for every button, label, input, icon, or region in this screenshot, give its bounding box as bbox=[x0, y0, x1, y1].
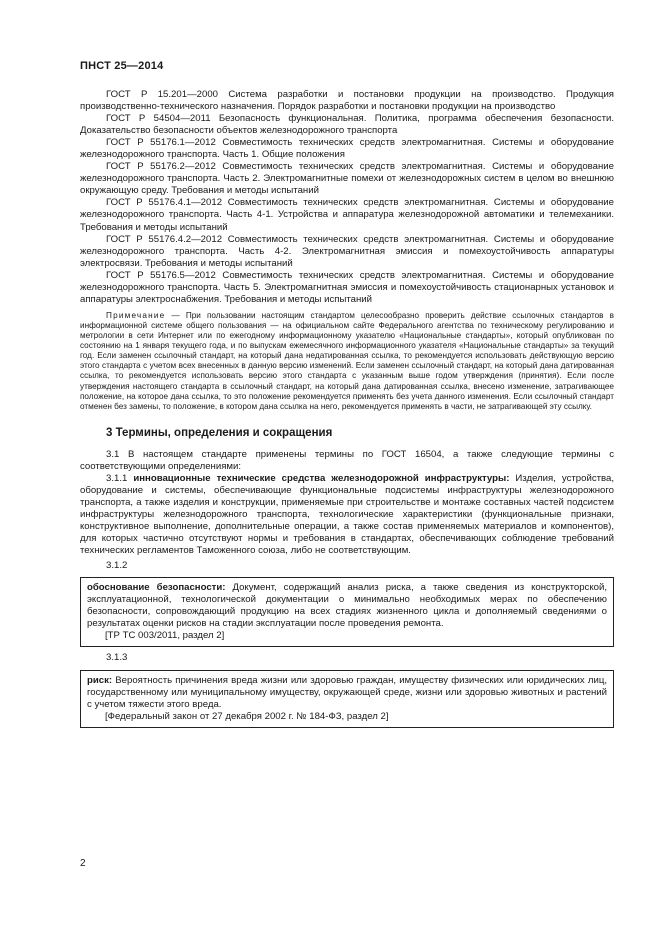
reference-item: ГОСТ Р 55176.4.2—2012 Совместимость технических средств электромагнитная. Системы и оборудование железнодорожного транспорта. Часть 4-2. Электромагнитная эмиссия и помехоустойчивость аппаратуры электросвязи. Требования и методы испытаний bbox=[80, 233, 614, 269]
term-definition: Изделия, устройства, оборудование и системы, обеспечивающие функциональные подсистемы инфраструктуры железнодорожного транспорта, а также изделия и конструкции, применяемые при строительстве и монтаже составных частей подсистем инфраструктуры железнодорожного транспорта, технологические характеристики (функциональные признаки, конструктивное выполнение, дополнительные операции, а также состав применяемых материалов и компонентов), для которых частично отсутствуют нормы и требования в стандартах, обеспечивающих соблюдение требований технических регламентов Таможенного союза, либо не соответствующим. bbox=[80, 472, 614, 557]
reference-item: ГОСТ Р 55176.2—2012 Совместимость технических средств электромагнитная. Системы и оборудование железнодорожного транспорта. Часть 2. Электромагнитные помехи от железнодорожных систем в целом во внешнюю окружающую среду. Требования и методы испытаний bbox=[80, 161, 614, 197]
page-number: 2 bbox=[80, 858, 86, 869]
note-text: — При пользовании настоящим стандартом целесообразно проверить действие ссылочных стандартов в информационной системе общего пользования — на официальном сайте Федерального агентства по техническому регулированию и метрологии в сети Интернет или по ежегодному информационному указателю «Национальные стандарты», который опубликован по состоянию на 1 января текущего года, и по выпускам ежемесячного информационного указателя «Национальные стандарты» за текущий год. Если заменен ссылочный стандарт, на который дана недатированная ссылка, то рекомендуется использовать действующую версию этого стандарта с учетом всех внесенных в данную версию изменений. Если заменен ссылочный стандарт, на который дана датированная ссылка, то рекомендуется использовать версию этого стандарта с указанным выше годом утверждения (принятия). Если после утверждения настоящего стандарта в ссылочный стандарт, на который дана датированная ссылка, внесено изменение, затрагивающее положение, на которое дана ссылка, то это положение рекомендуется применять без учета данного изменения. Если ссылочный стандарт отменен без замены, то положение, в котором дана ссылка на него, рекомендуется применять в части, не затрагивающей эту ссылку. bbox=[80, 310, 614, 411]
note-block bbox=[80, 311, 614, 412]
reference-item: ГОСТ Р 54504—2011 Безопасность функциональная. Политика, программа обеспечения безопасности. Доказательство безопасности объектов железнодорожного транспорта bbox=[80, 113, 614, 137]
term-number-3-1-2: 3.1.2 bbox=[106, 560, 128, 572]
reference-item: ГОСТ Р 55176.4.1—2012 Совместимость технических средств электромагнитная. Системы и оборудование железнодорожного транспорта. Часть 4-1. Устройства и аппаратура железнодорожной автоматики и телемеханики. Требования и методы испытаний bbox=[80, 197, 614, 233]
note-paragraph bbox=[80, 311, 614, 412]
term-3-1-3 bbox=[87, 675, 607, 711]
reference-item: ГОСТ Р 55176.1—2012 Совместимость технических средств электромагнитная. Системы и оборудование железнодорожного транспорта. Часть 1. Общие положения bbox=[80, 137, 614, 161]
term-box-3-1-3 bbox=[80, 670, 614, 728]
section-title: 3 Термины, определения и сокращения bbox=[106, 426, 333, 439]
term-definition: Вероятность причинения вреда жизни или здоровью граждан, имуществу физических или юридических лиц, государственному или муниципальному имуществу, окружающей среде, жизни или здоровью животных и растений с учетом тяжести этого вреда. bbox=[87, 674, 607, 710]
page-body bbox=[80, 89, 614, 733]
note-label: Примечание bbox=[106, 310, 166, 320]
clause-3-1: 3.1 В настоящем стандарте применены термины по ГОСТ 16504, а также следующие термины с соответствующими определениями: bbox=[80, 448, 614, 472]
term-name: обоснование безопасности: bbox=[87, 582, 226, 594]
term-name: риск: bbox=[87, 674, 113, 686]
term-definition: Документ, содержащий анализ риска, а также сведения из конструкторской, эксплуатационной, технологической документации о минимально необходимых мерах по обеспечению безопасности, сопровождающий продукцию на всех стадиях жизненного цикла и дополняемый сведениями о результатах оценки рисков на стадии эксплуатации после проведения ремонта. bbox=[87, 582, 607, 630]
document-code-header: ПНСТ 25—2014 bbox=[80, 60, 164, 72]
term-number-3-1-3: 3.1.3 bbox=[106, 652, 128, 664]
term-number: 3.1.1 bbox=[106, 472, 134, 484]
term-3-1-1 bbox=[80, 473, 614, 557]
reference-item: ГОСТ Р 15.201—2000 Система разработки и постановки продукции на производство. Продукция производственно-технического назначения. Порядок разработки и постановки продукции на производство bbox=[80, 89, 614, 113]
term-3-1-2 bbox=[87, 582, 607, 630]
reference-item: ГОСТ Р 55176.5—2012 Совместимость технических средств электромагнитная. Системы и оборудование железнодорожного транспорта. Часть 5. Электромагнитная эмиссия и помехоустойчивость стационарных установок и аппаратуры электроснабжения. Требования и методы испытаний bbox=[80, 269, 614, 305]
term-source: [ТР ТС 003/2011, раздел 2] bbox=[105, 630, 225, 642]
term-source: [Федеральный закон от 27 декабря 2002 г. № 184-ФЗ, раздел 2] bbox=[105, 710, 389, 722]
term-box-3-1-2 bbox=[80, 577, 614, 647]
term-name: инновационные технические средства железнодорожной инфраструктуры: bbox=[133, 472, 510, 484]
